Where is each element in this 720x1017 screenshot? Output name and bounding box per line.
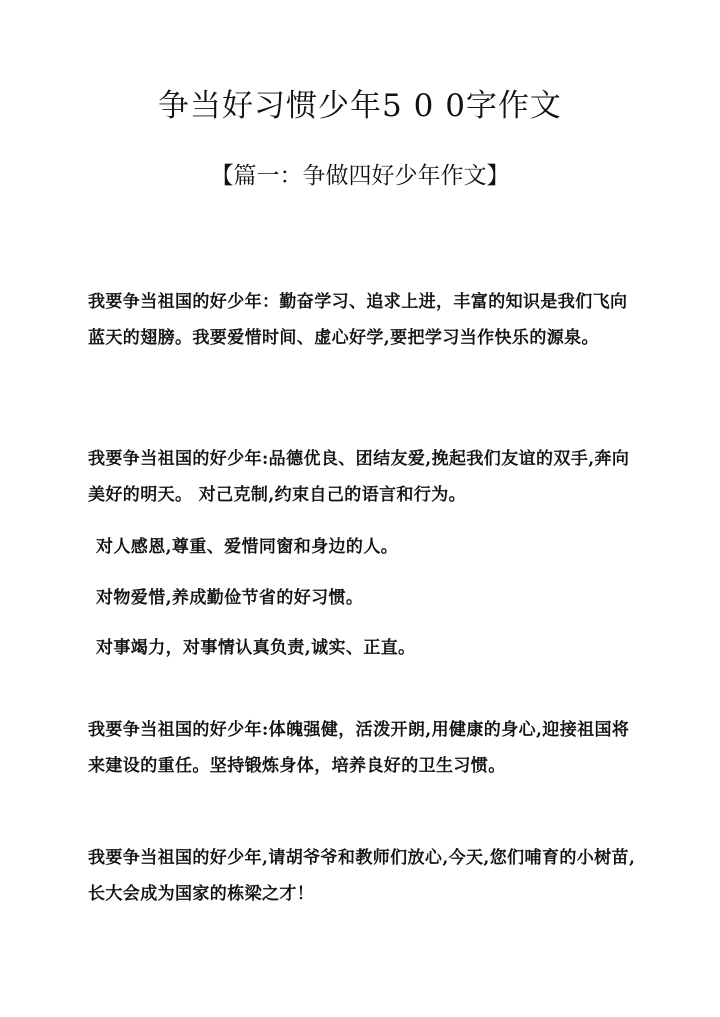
document-subtitle: 【篇一：争做四好少年作文】 [210, 163, 510, 189]
paragraph-morality: 我要争当祖国的好少年:品德优良、团结友爱,挽起我们友谊的双手,奔向美好的明天。 对己克制,约束自己的语言和行为。 [88, 449, 630, 505]
paragraph-gratitude: 对人感恩,尊重、爱惜同窗和身边的人。 [96, 537, 399, 557]
paragraph-responsibility: 对事竭力，对事情认真负责,诚实、正直。 [96, 638, 416, 658]
document-title: 争当好习惯少年5 0 0字作文 [158, 88, 562, 124]
paragraph-health: 我要争当祖国的好少年:体魄强健，活泼开朗,用健康的身心,迎接祖国将来建设的重任。坚持锻炼身体，培养良好的卫生习惯。 [88, 720, 630, 776]
paragraph-thrift: 对物爱惜,养成勤俭节省的好习惯。 [96, 588, 364, 608]
paragraph-promise: 我要争当祖国的好少年,请胡爷爷和教师们放心,今天,您们哺育的小树苗,长大会成为国家的栋梁之才！ [88, 848, 636, 904]
paragraph-study: 我要争当祖国的好少年：勤奋学习、追求上进，丰富的知识是我们飞向蓝天的翅膀。我要爱惜时间、虚心好学,要把学习当作快乐的源泉。 [88, 292, 628, 348]
